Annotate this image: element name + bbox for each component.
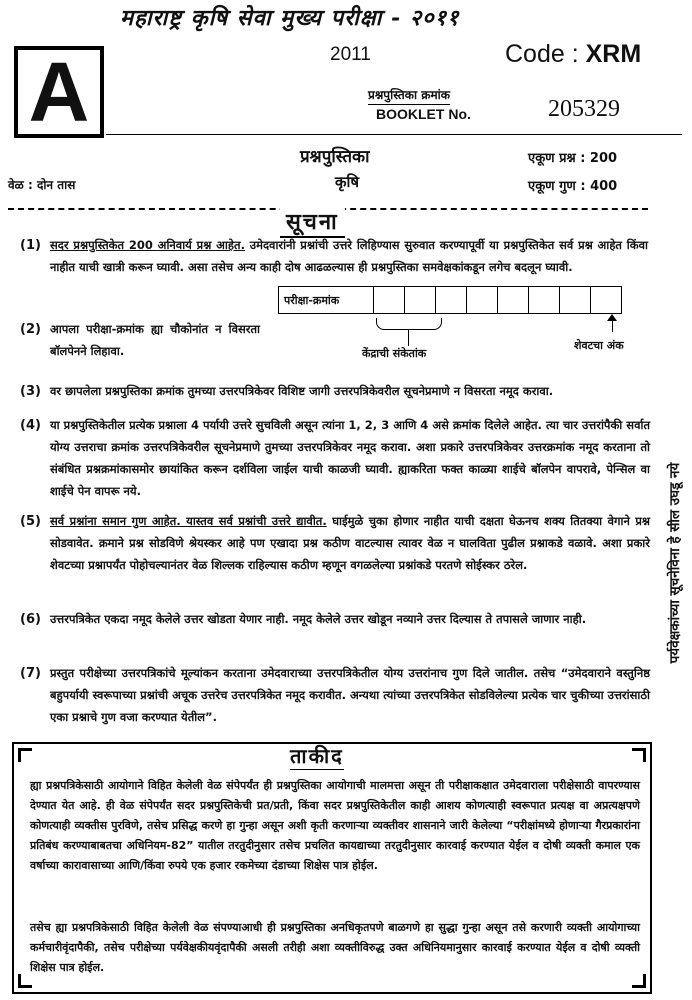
roll-digit-box[interactable] <box>559 286 591 314</box>
instruction-3: वर छापलेला प्रश्नपुस्तिका क्रमांक तुमच्या उत्तरपत्रिकेवर विशिष्ट जागी उत्तरपत्रिकेवरील सूचनेप्रमाणे न विसरता नमूद करावा. <box>50 384 554 398</box>
set-letter: A <box>28 45 90 139</box>
instruction-6: उत्तरपत्रिकेत एकदा नमूद केलेले उत्तर खोडता येणार नाही. नमूद केलेले उत्तर खोडून नव्याने उत्तर दिल्यास ते तपासले जाणार नाही. <box>50 612 587 626</box>
instruction-number: (6) <box>20 612 41 627</box>
roll-number-boxes[interactable] <box>374 286 622 314</box>
total-marks: एकूण गुण : 400 <box>528 179 618 194</box>
instruction-number: (1) <box>20 238 41 253</box>
centre-code-label: केंद्राची संकेतांक <box>362 347 427 360</box>
exam-duration: वेळ : दोन तास <box>8 178 76 192</box>
warning-paragraph-2: तसेच ह्या प्रश्नपत्रिकेसाठी विहित केलेली वेळ संपण्याआधी ही प्रश्नपुस्तिका अनधिकृतपणे बाळगणे हा सुद्धा गुन्हा असून तसे करणारी व्यक्ती आयोगाच्या कर्मचारीवृंदापैकी, तसेच परीक्षेच्या पर्यवेक्षकीयवृंदापैकी असली तरीही अशा व्यक्तीविरुद्ध उक्त अधिनियमानुसार कारवाई करण्यात येईल व दोषी व्यक्ती शिक्षेस पात्र होईल. <box>30 921 640 974</box>
code-label: Code : <box>505 40 579 68</box>
roll-number-label: परीक्षा-क्रमांक <box>278 286 374 314</box>
instruction-4: या प्रश्नपुस्तिकेतील प्रत्येक प्रश्नाला 4 पर्यायी उत्तरे सुचविली असून त्यांना 1, 2, 3 आणि 4 असे क्रमांक दिलेले आहेत. त्या चार उत्तरांपैकी सर्वात योग्य उत्तराचा क्रमांक उत्तरपत्रिकेवरील सूचनेप्रमाणे तुमच्या उत्तरपत्रिकेवर नमूद करावा. अशा प्रकारे उत्तरपत्रिकेवर उत्तरक्रमांक नमूद करताना तो संबंधित प्रश्नक्रमांकासमोर छायांकित करून दर्शविला जाईल याची काळजी घ्यावी. ह्याकरिता फक्त काळ्या शाईचे बॉलपेन वापरावे, पेन्सिल वा शाईचे पेन वापरू नये. <box>50 418 650 498</box>
instructions-heading: सूचना <box>280 206 345 238</box>
centre-code-pointer <box>408 330 409 346</box>
handwritten-exam-title: महाराष्ट्र कृषि सेवा मुख्य परीक्षा - २०११ <box>120 5 460 31</box>
roll-digit-box[interactable] <box>373 286 405 314</box>
roll-digit-box[interactable] <box>466 286 498 314</box>
instruction-5 <box>50 510 650 576</box>
roll-digit-box[interactable] <box>435 286 467 314</box>
instruction-number: (2) <box>20 322 41 337</box>
seal-note-text: पर्यवेक्षकांच्या सूचनेविना हे सील उघडू नये <box>667 462 683 664</box>
instruction-number: (5) <box>20 514 41 529</box>
instruction-5-text: घाईमुळे चुका होणार नाहीत याची दक्षता घेऊनच शक्य तितक्या वेगाने प्रश्न सोडवावेत. क्रमाने प्रश्न सोडविणे श्रेयस्कर आहे पण एखादा प्रश्न कठीण वाटल्यास त्यावर वेळ न घालविता पुढील प्रश्नाकडे वळावे. अशा प्रकारे शेवटच्या प्रश्नापर्यंत पोहोचल्यानंतर वेळ शिल्लक राहिल्यास कठीण म्हणून वगळलेल्या प्रश्नांकडे परतणे सोईस्कर ठरेल. <box>50 514 650 572</box>
instruction-number: (7) <box>20 666 41 681</box>
last-digit-label: शेवटचा अंक <box>574 339 624 352</box>
exam-year: 2011 <box>330 44 371 65</box>
roll-digit-box[interactable] <box>497 286 529 314</box>
roll-digit-box[interactable] <box>528 286 560 314</box>
warning-paragraph-1: ह्या प्रश्नपत्रिकेसाठी आयोगाने विहित केलेली वेळ संपेपर्यंत ही प्रश्नपुस्तिका आयोगाची मालमत्ता असून ती परीक्षाकक्षात उमेदवाराला परीक्षेसाठी वापरण्यास देण्यात येत आहे. ही वेळ संपेपर्यंत सदर प्रश्नपुस्तिकेची प्रत/प्रती, किंवा सदर प्रश्नपुस्तिकेतील काही आशय कोणत्याही स्वरूपात प्रत्यक्ष वा अप्रत्यक्षपणे कोणत्याही व्यक्तीस पुरविणे, तसेच प्रसिद्ध करणे हा गुन्हा असून अशी कृती करणाऱ्या व्यक्तीवर शासनाने जारी केलेल्या “परीक्षांमध्ये होणाऱ्या गैरप्रकारांना प्रतिबंध करण्याबाबतचा अधिनियम-82” यातील तरतुदीनुसार तसेच प्रचलित कायद्याच्या तरतुदीनुसार कारवाई करण्यात येईल व दोषी व्यक्ती कमाल एक वर्षाच्या कारावासाच्या आणि/किंवा रुपये एक हजार रकमेच्या दंडाच्या शिक्षेस पात्र होईल. <box>30 779 640 872</box>
booklet-number: 205329 <box>548 96 620 122</box>
centre-code-brace <box>376 318 442 330</box>
booklet-title: प्रश्नपुस्तिका <box>300 147 370 167</box>
roll-digit-box[interactable] <box>590 286 622 314</box>
last-digit-pointer <box>612 318 613 332</box>
warning-heading: ताकीद <box>290 744 344 768</box>
instruction-5-highlight: सर्व प्रश्नांना समान गुण आहेत. यास्तव सर्व प्रश्नांची उत्तरे द्यावीत. <box>50 514 327 528</box>
instruction-number: (3) <box>20 384 41 399</box>
instruction-1-text: उमेदवारांनी प्रश्नांची उत्तरे लिहिण्यास सुरुवात करण्यापूर्वी या प्रश्नपुस्तिकेत सर्व प्रश्न आहेत किंवा नाहीत याची खात्री करून घ्यावी. असा तसेच अन्य काही दोष आढळल्यास ही प्रश्नपुस्तिका समवेक्षकांकडून लगेच बदलून घ्यावी. <box>50 238 648 274</box>
corner-mark <box>18 748 32 762</box>
paper-code <box>505 40 641 69</box>
booklet-number-label: BOOKLET No. <box>376 106 471 122</box>
code-value: XRM <box>585 40 642 68</box>
corner-mark <box>632 748 646 762</box>
roll-digit-box[interactable] <box>404 286 436 314</box>
seal-note <box>659 380 689 746</box>
booklet-number-label-marathi: प्रश्नपुस्तिका क्रमांक <box>368 86 450 105</box>
subject-name: कृषि <box>335 173 360 191</box>
instruction-7: प्रस्तुत परीक्षेच्या उत्तरपत्रिकांचे मूल्यांकन करताना उमेदवाराच्या उत्तरपत्रिकेतील योग्य उत्तरांनाच गुण दिले जातील. तसेच “उमेदवाराने वस्तुनिष्ठ बहुपर्यायी स्वरूपाच्या प्रश्नांची अचूक उत्तरेच उत्तरपत्रिकेत नमूद करावीत. अन्यथा त्यांच्या उत्तरपत्रिकेत सोडविलेल्या प्रत्येक चार चुकीच्या उत्तरांसाठी एका प्रश्नाचे गुण वजा करण्यात येतील”. <box>50 666 650 724</box>
instruction-1-highlight: सदर प्रश्नपुस्तिकेत 200 अनिवार्य प्रश्न आहेत. <box>50 238 245 252</box>
instruction-number: (4) <box>20 418 41 433</box>
instruction-1 <box>50 234 648 278</box>
instruction-2: आपला परीक्षा-क्रमांक ह्या चौकोनांत न विसरता बॉलपेनने लिहावा. <box>50 322 260 358</box>
header-divider <box>106 134 682 135</box>
total-questions: एकूण प्रश्न : 200 <box>528 151 618 166</box>
